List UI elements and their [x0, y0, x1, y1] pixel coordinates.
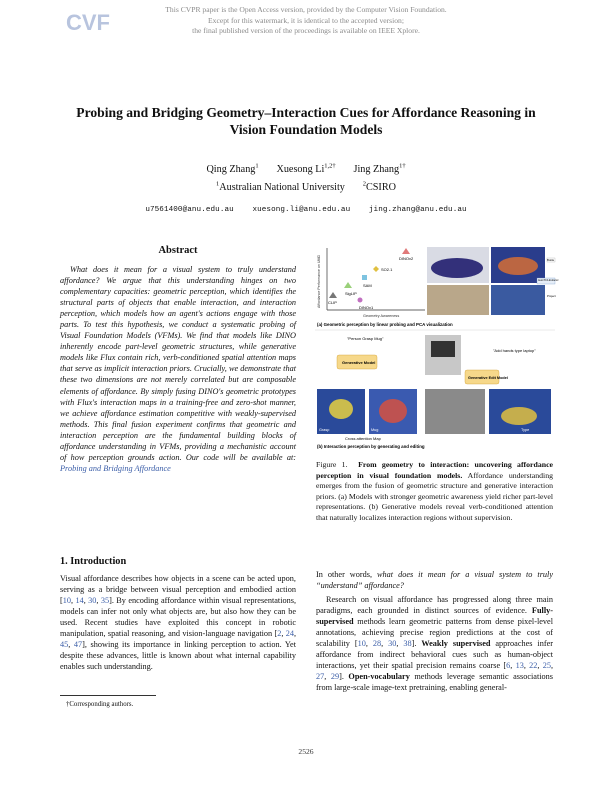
author-1-sup: 1: [255, 162, 259, 170]
col2-text-d: ].: [411, 639, 422, 649]
sam-marker: [362, 275, 367, 280]
term-fully-supervised: Fully-supervised: [316, 606, 553, 627]
panel-a: [317, 248, 425, 318]
column-2-body: In other words, what does it mean for a visual system to truly “understand” affordance? Research on visual affordance has progressed along three main paradigms, each grounded in distinct sources of evidence. Fully-supervised methods learn geometric patterns from dense pixel-level annotations, achieving precise region predictions at the cost of scalability [10, 28, 30, 38]. Weakly supervised approaches infer affordance from indirect behavioral cues such as human-object interactions, yet their spatial precision remains coarse [6, 13, 22, 25, 27, 29]. Open-vocabulary methods leverage semantic associations from large-scale image-text pretraining, enabling general-: [316, 570, 554, 693]
panel-a-images: [427, 247, 559, 315]
intro-body: Visual affordance describes how objects in a scene can be acted upon, serving as a bridge between visual perception and embodied action [10, 14, 30, 35]. By encoding affordance within visual representations, models can infer not only what objects are, but also how they can be used. Recent studies have exploited this concept in robotic manipulation, spatial reasoning, and vision-language navigation [2, 24, 45, 47], showing its importance in linking perception to action. Yet despite these advances, little is known about what internal capability enables such understanding.: [60, 574, 297, 672]
citation[interactable]: 10: [357, 639, 366, 649]
model-label-dinov1: DINOv1: [359, 305, 374, 310]
affiliation-2-sup: 2: [362, 180, 366, 188]
citation[interactable]: 10: [62, 596, 71, 606]
citation[interactable]: 27: [316, 672, 325, 682]
citation[interactable]: 30: [388, 639, 397, 649]
citation[interactable]: 47: [73, 640, 83, 650]
image-object: [431, 258, 483, 278]
col2-text-a: In other words,: [316, 570, 378, 579]
prompt-1: "Person Grasp Mug": [347, 336, 384, 341]
x-axis-label: Geometry Awareness: [363, 314, 400, 318]
citation[interactable]: 14: [75, 596, 84, 606]
page-number: 2526: [298, 747, 314, 756]
dinov2-marker: [402, 248, 410, 254]
tag-grasp: Grasp: [319, 428, 330, 432]
intro-heading: 1. Introduction: [60, 556, 127, 567]
model-label-sam: SAM: [363, 283, 372, 288]
pca-heat: [498, 257, 538, 275]
intro-text-c: ], showing its importance in linking perception to action. Yet despite these advances, little is known about what internal capability enables such understanding.: [60, 640, 297, 672]
intro-text-a: Visual affordance describes how objects in a scene can be acted upon, serving as a bridge between visual perception and embodied action [: [60, 574, 296, 606]
citation[interactable]: 45: [60, 640, 69, 650]
email-3[interactable]: jing.zhang@anu.edu.au: [368, 206, 467, 214]
generative-edit-model-label: Generative Edit Model: [468, 376, 508, 380]
citation[interactable]: 29: [330, 672, 340, 682]
side-label-bottle: Bottle: [547, 258, 555, 262]
affiliation-2: CSIRO: [365, 182, 396, 193]
intro-text-b: ]. By encoding affordance within visual representations, models can infer not only what objects are, but also how they can be used. Recent studies have exploited this concept in robotic manipulation, spatial reasoning, and vision-language navigation [: [60, 596, 297, 639]
caption-label: Figure 1.: [316, 460, 348, 469]
paper-title: [40, 104, 572, 138]
citation[interactable]: 35: [100, 596, 110, 606]
citation[interactable]: 38: [403, 639, 412, 649]
col2-text-c: methods learn geometric patterns from dense pixel-level annotations, achieving precise region predictions at the cost of scalability [: [316, 617, 553, 649]
footnote-rule: [60, 695, 156, 696]
tag-mug: Mug: [371, 428, 379, 432]
generative-model-label: Generative Model: [342, 360, 376, 365]
tag-type: Type: [521, 428, 530, 432]
figure-1: [315, 244, 559, 454]
panel-b-caption: (b) Interaction perception by generating and editing: [317, 444, 425, 449]
term-weakly-supervised: Weakly supervised: [421, 639, 491, 649]
affiliation-1-sup: 1: [216, 180, 220, 188]
watermark: [0, 5, 612, 37]
type-heat: [501, 407, 537, 425]
citation[interactable]: 24: [285, 629, 294, 639]
mug-heat: [379, 399, 407, 423]
clip-marker: [329, 292, 337, 298]
svg-text:CVF: CVF: [66, 10, 110, 35]
col2-question: what does it mean for a visual system to truly “understand” affordance?: [316, 570, 553, 591]
panel-b: [317, 335, 551, 449]
siglip-marker: [344, 282, 352, 288]
side-label-extractor: Auto PCA Extractor: [538, 279, 559, 282]
figure-1-caption: [316, 460, 553, 524]
col2-text-e: approaches infer affordance from indirect behavioral cues such as human-object interactions, yet their spatial precision remains coarse [: [316, 639, 553, 671]
citation[interactable]: 6: [506, 661, 511, 671]
caption-text: Affordance understanding emerges from the fusion of geometric structure and generative interaction priors. (a) Models with stronger geometric awareness yield richer part-level representations. (b) Generative models reveal verb-conditioned attention that naturally localizes interaction regions without supervision.: [316, 470, 553, 522]
prompt-2: "Add hands type laptop": [493, 348, 536, 353]
citation[interactable]: 30: [88, 596, 97, 606]
author-1: Qing Zhang: [206, 164, 256, 175]
author-list: [0, 163, 612, 176]
typing-image: [425, 389, 485, 434]
title-line-2: Vision Foundation Models: [229, 122, 383, 137]
model-label-dinov2: DINOv2: [399, 256, 414, 261]
footnote: †Corresponding authors.: [66, 701, 134, 708]
email-1[interactable]: u7561400@anu.edu.au: [145, 206, 234, 214]
watermark-line-1: This CVPR paper is the Open Access version, provided by the Computer Vision Foundation.: [165, 5, 447, 14]
email-list: [0, 206, 612, 214]
grasp-heat: [329, 399, 353, 419]
model-label-clip: CLIP: [328, 300, 337, 305]
dinov1-marker: [358, 298, 363, 303]
cross-attention-label: Cross attention Map: [345, 436, 381, 441]
term-open-vocabulary: Open-vocabulary: [348, 672, 410, 682]
abstract-heading: Abstract: [158, 245, 198, 256]
email-2[interactable]: xuesong.li@anu.edu.au: [252, 206, 351, 214]
y-axis-label: Affordance Performance on UMD: [317, 254, 321, 308]
side-label-project: Project: [547, 294, 556, 298]
col2-text-f: ].: [339, 672, 349, 682]
author-3-sup: 1†: [399, 162, 406, 170]
author-2-sup: 1,2†: [324, 162, 336, 170]
citation[interactable]: 25: [542, 661, 551, 671]
affiliations: [0, 181, 612, 194]
watermark-line-3: the final published version of the proceedings is available on IEEE Xplore.: [192, 26, 420, 35]
model-label-so21: SO2.1: [381, 267, 393, 272]
col2-text-b: Research on visual affordance has progressed along three main paradigms, each grounded in distinct sources of evidence.: [316, 595, 553, 616]
citation[interactable]: 28: [372, 639, 382, 649]
panel-a-caption: (a) Geometric perception by linear probing and PCA visualization: [317, 322, 453, 327]
watermark-line-2: Except for this watermark, it is identical to the accepted version;: [208, 15, 404, 25]
laptop-screen: [431, 341, 455, 357]
author-3: Jing Zhang: [353, 164, 400, 175]
pca-source-image-2: [427, 285, 489, 315]
title-line-1: Probing and Bridging Geometry–Interaction Cues for Affordance Reasoning in: [76, 105, 536, 120]
author-2: Xuesong Li: [276, 164, 325, 175]
citation[interactable]: 13: [515, 661, 524, 671]
caption-bold: From geometry to interaction: uncovering affordance perception in visual foundation models.: [316, 460, 553, 480]
pca-map-image-2: [491, 285, 545, 315]
abstract-body: [60, 264, 296, 474]
so21-marker: [373, 266, 379, 272]
figure-1-graphic: [315, 244, 559, 454]
model-label-siglip: SigLIP: [345, 291, 357, 296]
col2-text-g: methods leverage semantic associations from large-scale image-text pretraining, enabling general-: [316, 672, 554, 693]
citation[interactable]: 2: [277, 629, 282, 639]
abstract-text: What does it mean for a visual system to truly understand affordance? We argue that this understanding hinges on two complementary capacities: geometric perception, which identifies the structural parts of objects that enable interaction, and interaction perception, which models how an agent's actions engage with those parts. To test this hypothesis, we conduct a systematic probing of Visual Foundation Models (VFMs). We find that models like DINO inherently encode part-level geometric structures, while generative models like Flux contain rich, verb-conditioned spatial attention maps that serve as implicit interaction priors. Crucially, we demonstrate that these two dimensions are not merely correlated but are composable elements of affordance. By simply fusing DINO's geometric prototypes with Flux's interaction maps in a training-free and zero-shot manner, we achieve affordance estimation competitive with weakly-supervised methods. This final fusion experiment confirms that geometric and interaction perception are the fundamental building blocks of affordance understanding in VFMs, providing a mechanistic account of how perception grounds action. Our code will be available at:: [60, 265, 296, 462]
code-link[interactable]: Probing and Bridging Affordance: [60, 463, 171, 473]
citation[interactable]: 22: [529, 661, 538, 671]
affiliation-1: Australian National University: [219, 182, 345, 193]
